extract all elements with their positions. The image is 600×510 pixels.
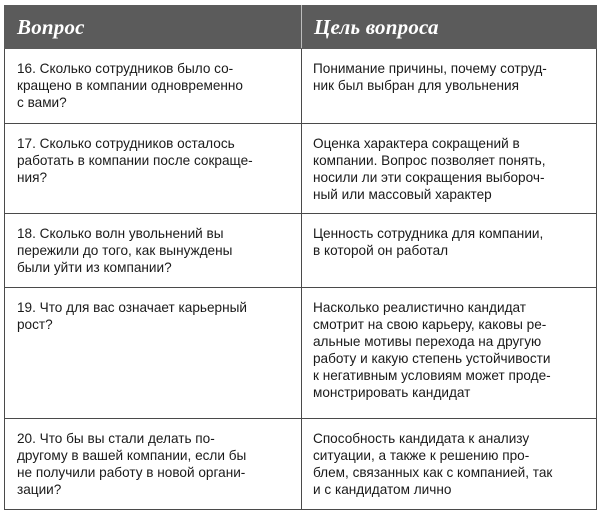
question-line: 18. Сколько волн увольнений вы xyxy=(17,226,224,241)
question-cell xyxy=(5,288,302,419)
purpose-line: и с кандидатом лично xyxy=(313,482,452,497)
table-row xyxy=(5,214,597,288)
header-purpose: Цель вопроса xyxy=(302,6,597,49)
table-row xyxy=(5,124,597,214)
purpose-cell xyxy=(302,288,597,419)
purpose-cell xyxy=(302,49,597,124)
question-line: не получили работу в новой органи- xyxy=(17,465,246,480)
purpose-cell xyxy=(302,214,597,288)
question-line: зации? xyxy=(17,482,62,497)
question-cell xyxy=(5,419,302,510)
purpose-line: компании. Вопрос позволяет понять, xyxy=(313,153,546,168)
question-line: работать в компании после сокраще- xyxy=(17,153,253,168)
question-cell xyxy=(5,124,302,214)
question-cell xyxy=(5,214,302,288)
purpose-line: Насколько реалистично кандидат xyxy=(313,300,526,315)
purpose-line: работу и какую степень устойчивости xyxy=(313,351,551,366)
question-line: другому в вашей компании, если бы xyxy=(17,448,247,463)
question-line: ния? xyxy=(17,170,48,185)
header-question: Вопрос xyxy=(5,6,302,49)
purpose-line: к негативным условиям может продe- xyxy=(313,368,551,383)
purpose-line: блем, связанных как с компанией, так xyxy=(313,465,553,480)
purpose-line: Ценность сотрудника для компании, xyxy=(313,226,544,241)
purpose-line: Способность кандидата к анализу xyxy=(313,431,530,446)
purpose-line: ный или массовый характер xyxy=(313,187,492,202)
question-line: пережили до того, как вынуждены xyxy=(17,243,233,258)
question-cell xyxy=(5,49,302,124)
table-row xyxy=(5,419,597,510)
table-row xyxy=(5,49,597,124)
purpose-cell xyxy=(302,419,597,510)
purpose-line: монстрировать кандидат xyxy=(313,385,471,400)
question-line: рост? xyxy=(17,317,53,332)
purpose-line: в которой он работал xyxy=(313,243,449,258)
header-row xyxy=(5,6,597,49)
purpose-line: Понимание причины, почему сотруд- xyxy=(313,61,547,76)
question-line: с вами? xyxy=(17,95,67,110)
purpose-line: смотрит на свою карьеру, каковы ре- xyxy=(313,317,547,332)
question-line: 20. Что бы вы стали делать по- xyxy=(17,431,215,446)
purpose-line: альные мотивы перехода на другую xyxy=(313,334,542,349)
question-line: 17. Сколько сотрудников осталось xyxy=(17,136,235,151)
purpose-line: носили ли эти сокращения выбороч- xyxy=(313,170,545,185)
questions-table xyxy=(4,5,597,510)
table-row xyxy=(5,288,597,419)
question-line: были уйти из компании? xyxy=(17,260,172,275)
question-line: кращено в компании одновременно xyxy=(17,78,243,93)
purpose-line: ник был выбран для увольнения xyxy=(313,78,519,93)
table-body xyxy=(5,49,597,510)
question-line: 16. Сколько сотрудников было со- xyxy=(17,61,234,76)
purpose-line: Оценка характера сокращений в xyxy=(313,136,520,151)
purpose-line: ситуации, а также к решению про- xyxy=(313,448,530,463)
table-header xyxy=(5,6,597,49)
question-line: 19. Что для вас означает карьерный xyxy=(17,300,247,315)
purpose-cell xyxy=(302,124,597,214)
